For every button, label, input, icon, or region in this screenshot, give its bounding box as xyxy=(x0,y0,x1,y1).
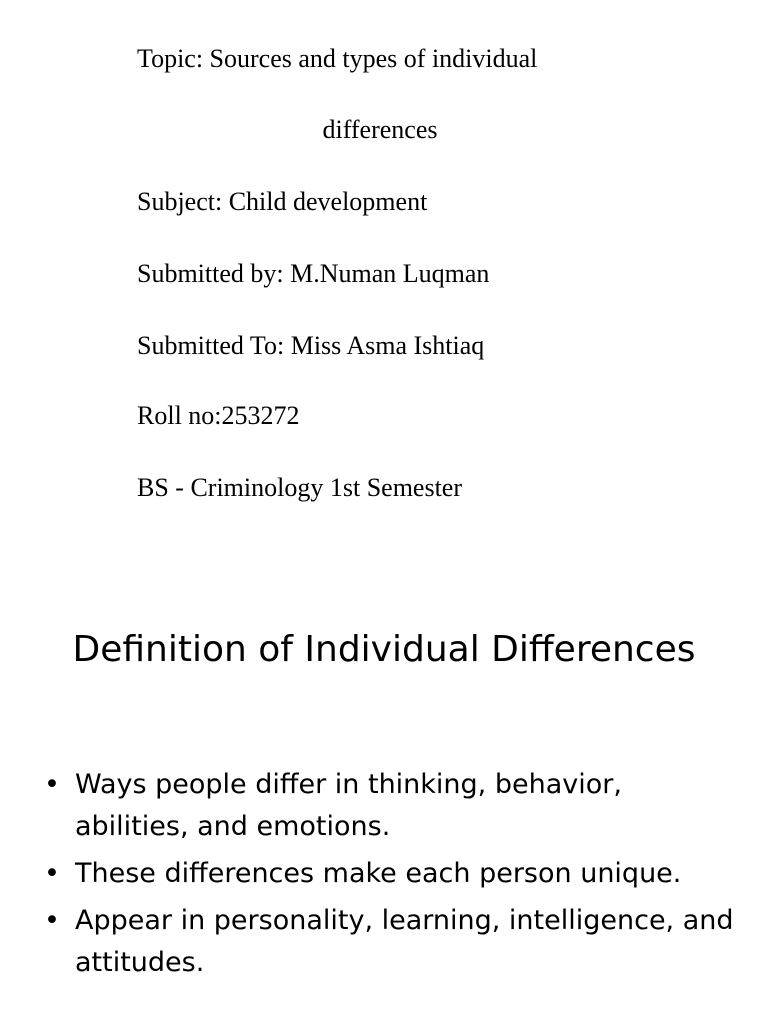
bullet-text: Ways people differ in thinking, behavior, abilities, and emotions. xyxy=(75,769,622,842)
bullet-list xyxy=(44,764,744,989)
subject-line: Subject: Child development xyxy=(137,187,428,216)
bullet-text: Appear in personality, learning, intelligence, and attitudes. xyxy=(75,905,734,978)
bullet-dot-icon: • xyxy=(44,858,60,889)
submitted-by-line: Submitted by: M.Numan Luqman xyxy=(137,259,490,288)
bullet-text: These differences make each person unique. xyxy=(75,858,682,889)
bullet-dot-icon: • xyxy=(44,905,60,936)
bullet-dot-icon: • xyxy=(44,769,60,800)
roll-number-line: Roll no:253272 xyxy=(137,401,300,430)
bullet-item xyxy=(44,900,744,984)
topic-line-2: differences xyxy=(322,115,438,144)
slide-title: Definition of Individual Differences xyxy=(72,629,696,670)
submitted-to-line: Submitted To: Miss Asma Ishtiaq xyxy=(137,331,485,360)
bullet-item xyxy=(44,853,744,895)
bullet-item xyxy=(44,764,744,848)
topic-line-1: Topic: Sources and types of individual xyxy=(137,44,538,73)
program-line: BS - Criminology 1st Semester xyxy=(137,473,462,502)
